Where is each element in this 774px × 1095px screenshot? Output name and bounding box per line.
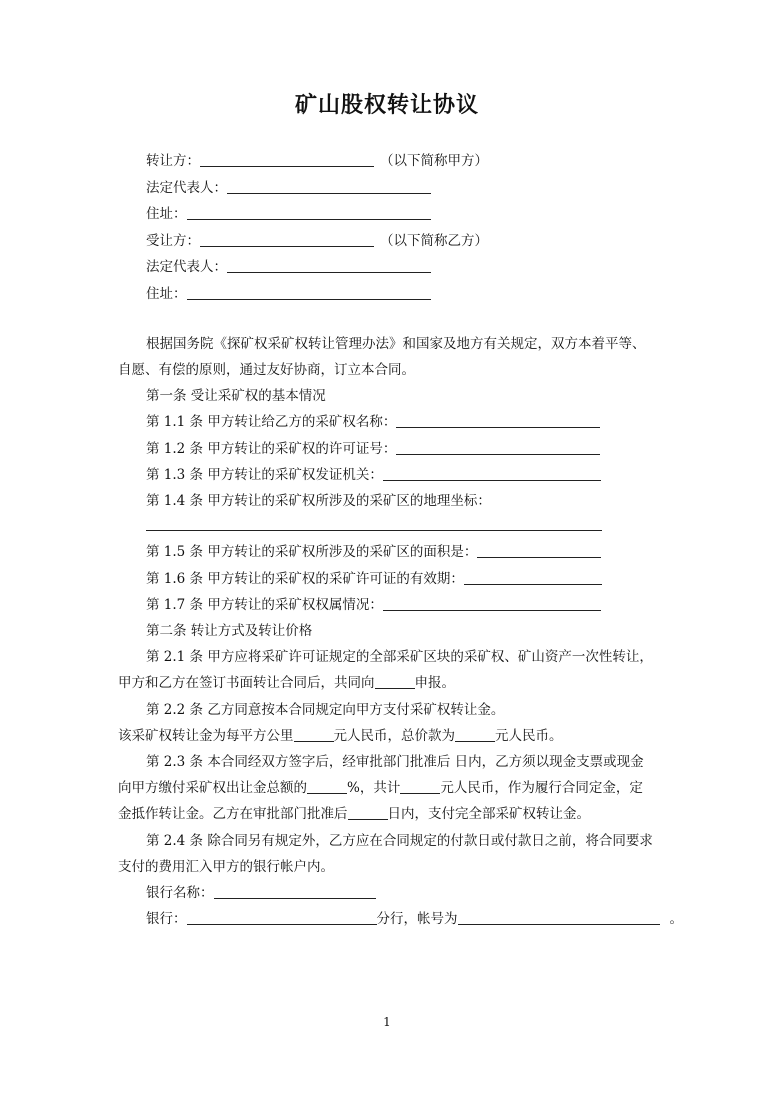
legal-rep-blank-1[interactable]	[227, 179, 431, 194]
bank-branch-blank[interactable]	[187, 910, 377, 925]
clause-2-3-text-e: 日内，支付完全部采矿权转让金。	[387, 806, 590, 822]
deposit-amount-blank[interactable]	[400, 779, 440, 794]
clause-2-3-text-c: 元人民币，作为履行合同定金，定	[440, 780, 643, 796]
clause-1-7	[146, 596, 601, 614]
clause-1-6-text: 第 1.6 条 甲方转让的采矿权的采矿许可证的有效期：	[146, 571, 464, 587]
clause-2-3-text-b: %，共计	[347, 780, 401, 796]
branch-label: 分行，帐号为	[376, 911, 458, 927]
clause-1-4: 第 1.4 条 甲方转让的采矿权所涉及的采矿区的地理坐标：	[146, 493, 491, 509]
clause-2-3-line-1: 第 2.3 条 本合同经双方签字后，经审批部门批准后 日内，乙方须以现金支票或现金	[146, 754, 644, 770]
clause-2-3-line-2	[118, 779, 643, 797]
clause-2-1-text-b: 申报。	[414, 675, 455, 691]
bank-name-line	[146, 884, 376, 902]
clause-1-1-blank[interactable]	[396, 413, 600, 428]
clause-2-4-line-2: 支付的费用汇入甲方的银行帐户内。	[118, 859, 334, 875]
payment-days-blank[interactable]	[348, 805, 388, 820]
transferor-note: （以下简称甲方）	[380, 153, 488, 169]
clause-2-2: 第 2.2 条 乙方同意按本合同规定向甲方支付采矿权转让金。	[146, 702, 505, 718]
transferor-blank[interactable]	[200, 152, 374, 167]
preamble-line-1: 根据国务院《探矿权采矿权转让管理办法》和国家及地方有关规定，双方本着平等、	[146, 336, 646, 352]
clause-1-3	[146, 466, 601, 484]
clause-1-6	[146, 570, 602, 588]
address-blank-2[interactable]	[187, 285, 431, 300]
currency-label: 元人民币。	[495, 728, 563, 744]
legal-rep-label-1: 法定代表人：	[146, 180, 227, 196]
price-per-km-label: 该采矿权转让金为每平方公里	[118, 728, 294, 744]
transferee-note: （以下简称乙方）	[380, 233, 488, 249]
page-title: 矿山股权转让协议	[294, 93, 479, 118]
address-blank-1[interactable]	[187, 205, 431, 220]
total-price-blank[interactable]	[455, 727, 495, 742]
preamble-line-2: 自愿、有偿的原则，通过友好协商，订立本合同。	[118, 362, 415, 378]
address-line-2	[146, 285, 431, 303]
clause-2-1-line-2	[118, 674, 455, 692]
bank-name-blank[interactable]	[214, 884, 376, 899]
clause-1-3-text: 第 1.3 条 甲方转让的采矿权发证机关：	[146, 467, 383, 483]
clause-2-1-text-a: 甲方和乙方在签订书面转让合同后，共同向	[118, 675, 375, 691]
article2-heading: 第二条 转让方式及转让价格	[146, 623, 313, 639]
clause-2-3-line-3	[118, 805, 590, 823]
clause-1-7-blank[interactable]	[383, 596, 601, 611]
transferor-label: 转让方：	[146, 153, 200, 169]
bank-name-label: 银行名称：	[146, 885, 214, 901]
clause-1-1-text: 第 1.1 条 甲方转让给乙方的采矿权名称：	[146, 414, 397, 430]
clause-1-3-blank[interactable]	[383, 466, 601, 481]
transferee-label: 受让方：	[146, 233, 200, 249]
bank-account-line	[146, 910, 683, 928]
total-price-label: 元人民币，总价款为	[333, 728, 455, 744]
clause-1-2-blank[interactable]	[396, 440, 600, 455]
clause-1-2	[146, 440, 600, 458]
legal-rep-blank-2[interactable]	[227, 258, 431, 273]
article1-heading: 第一条 受让采矿权的基本情况	[146, 388, 326, 404]
clause-1-6-blank[interactable]	[464, 570, 602, 585]
legal-rep-line-1	[146, 179, 431, 197]
clause-2-2-price-line	[118, 727, 563, 745]
price-per-km-blank[interactable]	[294, 727, 334, 742]
transferor-line	[146, 152, 488, 170]
page-number: 1	[383, 1015, 391, 1029]
clause-2-1-blank[interactable]	[375, 674, 415, 689]
clause-1-2-text: 第 1.2 条 甲方转让的采矿权的许可证号：	[146, 441, 397, 457]
address-label-1: 住址：	[146, 206, 187, 222]
bank-label: 银行：	[146, 911, 187, 927]
clause-1-1	[146, 413, 600, 431]
clause-2-4-line-1: 第 2.4 条 除合同另有规定外，乙方应在合同规定的付款日或付款日之前，将合同要求	[146, 833, 653, 849]
clause-1-5	[146, 543, 601, 561]
clause-2-3-text-d: 金抵作转让金。乙方在审批部门批准后	[118, 806, 348, 822]
account-number-blank[interactable]	[458, 910, 660, 925]
transferee-blank[interactable]	[200, 232, 374, 247]
clause-2-1-line-1: 第 2.1 条 甲方应将采矿许可证规定的全部采矿区块的采矿权、矿山资产一次性转让，	[146, 649, 653, 665]
clause-1-4-blank[interactable]	[146, 530, 602, 531]
legal-rep-line-2	[146, 258, 431, 276]
clause-2-3-text-a: 向甲方缴付采矿权出让金总额的	[118, 780, 307, 796]
clause-1-7-text: 第 1.7 条 甲方转让的采矿权权属情况：	[146, 597, 383, 613]
transferee-line	[146, 232, 488, 250]
address-line-1	[146, 205, 431, 223]
address-label-2: 住址：	[146, 286, 187, 302]
clause-1-5-blank[interactable]	[477, 543, 601, 558]
clause-1-5-text: 第 1.5 条 甲方转让的采矿权所涉及的采矿区的面积是：	[146, 544, 478, 560]
end-mark: 。	[669, 911, 683, 927]
legal-rep-label-2: 法定代表人：	[146, 259, 227, 275]
deposit-percent-blank[interactable]	[307, 779, 347, 794]
